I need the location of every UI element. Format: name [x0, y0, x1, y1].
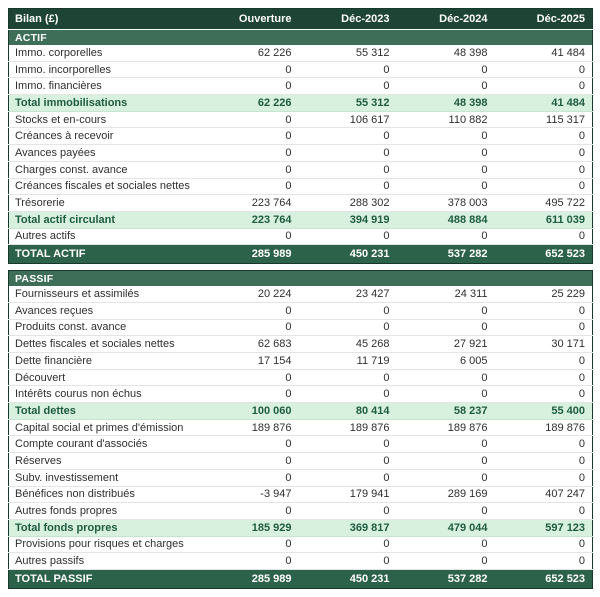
row-label: Total fonds propres	[9, 519, 201, 536]
table-row	[9, 469, 593, 486]
cell-value: 223 764	[201, 195, 299, 212]
cell-value: 0	[495, 436, 593, 453]
row-label: Découvert	[9, 369, 201, 386]
cell-value: 0	[397, 536, 495, 553]
row-label: Provisions pour risques et charges	[9, 536, 201, 553]
table-row	[9, 145, 593, 162]
table-row	[9, 195, 593, 212]
cell-value: 55 312	[299, 45, 397, 61]
cell-value: 0	[397, 503, 495, 520]
cell-value: 179 941	[299, 486, 397, 503]
column-header-dec-2025: Déc-2025	[495, 9, 593, 30]
cell-value: 0	[201, 161, 299, 178]
cell-value: 0	[299, 302, 397, 319]
cell-value: 41 484	[495, 95, 593, 112]
table-row	[9, 503, 593, 520]
passif-table	[8, 270, 593, 589]
table-row	[9, 403, 593, 420]
row-label: Stocks et en-cours	[9, 111, 201, 128]
cell-value: 62 683	[201, 336, 299, 353]
cell-value: 58 237	[397, 403, 495, 420]
cell-value: 189 876	[201, 419, 299, 436]
column-header-dec-2023: Déc-2023	[299, 9, 397, 30]
cell-value: 288 302	[299, 195, 397, 212]
cell-value: 0	[397, 453, 495, 470]
cell-value: 0	[201, 553, 299, 570]
cell-value: 394 919	[299, 211, 397, 228]
cell-value: 0	[495, 78, 593, 95]
cell-value: 0	[299, 553, 397, 570]
grand-total-row	[9, 569, 593, 588]
cell-value: 0	[201, 111, 299, 128]
grand-total-value: 450 231	[299, 245, 397, 264]
cell-value: 0	[299, 469, 397, 486]
cell-value: 20 224	[201, 286, 299, 302]
cell-value: 0	[397, 61, 495, 78]
cell-value: 0	[201, 178, 299, 195]
grand-total-value: 285 989	[201, 569, 299, 588]
cell-value: 0	[495, 145, 593, 162]
cell-value: 0	[397, 78, 495, 95]
cell-value: 189 876	[495, 419, 593, 436]
table-row	[9, 369, 593, 386]
table-row	[9, 78, 593, 95]
row-label: Dette financière	[9, 353, 201, 370]
row-label: Avances reçues	[9, 302, 201, 319]
cell-value: 0	[495, 353, 593, 370]
cell-value: 0	[495, 453, 593, 470]
cell-value: 110 882	[397, 111, 495, 128]
cell-value: 0	[201, 78, 299, 95]
table-row	[9, 286, 593, 302]
cell-value: 11 719	[299, 353, 397, 370]
actif-table	[8, 8, 593, 264]
cell-value: 189 876	[397, 419, 495, 436]
cell-value: 0	[495, 228, 593, 245]
cell-value: 0	[201, 128, 299, 145]
row-label: Intérêts courus non échus	[9, 386, 201, 403]
cell-value: 0	[495, 319, 593, 336]
grand-total-value: 450 231	[299, 569, 397, 588]
cell-value: 0	[201, 503, 299, 520]
cell-value: 0	[201, 228, 299, 245]
table-row	[9, 111, 593, 128]
cell-value: 223 764	[201, 211, 299, 228]
cell-value: 0	[397, 436, 495, 453]
cell-value: 23 427	[299, 286, 397, 302]
cell-value: 597 123	[495, 519, 593, 536]
cell-value: 0	[201, 61, 299, 78]
column-header-bilan: Bilan (£)	[9, 9, 201, 30]
cell-value: 0	[299, 503, 397, 520]
table-row	[9, 386, 593, 403]
row-label: Immo. incorporelles	[9, 61, 201, 78]
row-label: Produits const. avance	[9, 319, 201, 336]
table-row	[9, 128, 593, 145]
cell-value: 106 617	[299, 111, 397, 128]
cell-value: 0	[397, 319, 495, 336]
cell-value: 0	[397, 228, 495, 245]
cell-value: 0	[397, 145, 495, 162]
grand-total-value: 537 282	[397, 245, 495, 264]
table-row	[9, 228, 593, 245]
grand-total-value: 652 523	[495, 569, 593, 588]
table-row	[9, 436, 593, 453]
cell-value: 0	[201, 145, 299, 162]
cell-value: 62 226	[201, 95, 299, 112]
cell-value: 0	[495, 386, 593, 403]
section-header-row	[9, 30, 593, 46]
cell-value: 0	[397, 302, 495, 319]
grand-total-row	[9, 245, 593, 264]
cell-value: 0	[299, 61, 397, 78]
table-row	[9, 353, 593, 370]
cell-value: 80 414	[299, 403, 397, 420]
cell-value: 30 171	[495, 336, 593, 353]
grand-total-label: TOTAL PASSIF	[9, 569, 201, 588]
cell-value: 0	[299, 386, 397, 403]
table-row	[9, 453, 593, 470]
cell-value: 6 005	[397, 353, 495, 370]
cell-value: -3 947	[201, 486, 299, 503]
cell-value: 0	[201, 453, 299, 470]
header-row	[9, 9, 593, 30]
row-label: Compte courant d'associés	[9, 436, 201, 453]
cell-value: 17 154	[201, 353, 299, 370]
cell-value: 55 400	[495, 403, 593, 420]
cell-value: 0	[299, 178, 397, 195]
cell-value: 0	[495, 178, 593, 195]
table-row	[9, 419, 593, 436]
cell-value: 0	[299, 453, 397, 470]
cell-value: 0	[299, 536, 397, 553]
cell-value: 0	[201, 302, 299, 319]
row-label: Total actif circulant	[9, 211, 201, 228]
cell-value: 0	[299, 319, 397, 336]
cell-value: 488 884	[397, 211, 495, 228]
cell-value: 115 317	[495, 111, 593, 128]
row-label: Charges const. avance	[9, 161, 201, 178]
cell-value: 0	[201, 369, 299, 386]
cell-value: 62 226	[201, 45, 299, 61]
cell-value: 189 876	[299, 419, 397, 436]
cell-value: 0	[397, 369, 495, 386]
cell-value: 48 398	[397, 45, 495, 61]
row-label: Créances fiscales et sociales nettes	[9, 178, 201, 195]
row-label: Dettes fiscales et sociales nettes	[9, 336, 201, 353]
cell-value: 0	[495, 503, 593, 520]
cell-value: 0	[299, 78, 397, 95]
row-label: Créances à recevoir	[9, 128, 201, 145]
row-label: Subv. investissement	[9, 469, 201, 486]
cell-value: 0	[201, 536, 299, 553]
cell-value: 0	[299, 145, 397, 162]
cell-value: 45 268	[299, 336, 397, 353]
table-row	[9, 553, 593, 570]
cell-value: 27 921	[397, 336, 495, 353]
table-row	[9, 211, 593, 228]
cell-value: 0	[201, 469, 299, 486]
cell-value: 0	[495, 302, 593, 319]
cell-value: 0	[397, 128, 495, 145]
cell-value: 0	[495, 553, 593, 570]
table-row	[9, 95, 593, 112]
row-label: Autres fonds propres	[9, 503, 201, 520]
cell-value: 289 169	[397, 486, 495, 503]
row-label: Fournisseurs et assimilés	[9, 286, 201, 302]
table-row	[9, 336, 593, 353]
section-title: PASSIF	[9, 271, 593, 287]
row-label: Bénéfices non distribués	[9, 486, 201, 503]
column-header-dec-2024: Déc-2024	[397, 9, 495, 30]
cell-value: 48 398	[397, 95, 495, 112]
cell-value: 0	[299, 436, 397, 453]
table-row	[9, 319, 593, 336]
row-label: Trésorerie	[9, 195, 201, 212]
cell-value: 0	[397, 469, 495, 486]
row-label: Total dettes	[9, 403, 201, 420]
cell-value: 0	[495, 128, 593, 145]
cell-value: 495 722	[495, 195, 593, 212]
row-label: Total immobilisations	[9, 95, 201, 112]
cell-value: 0	[299, 128, 397, 145]
row-label: Autres passifs	[9, 553, 201, 570]
cell-value: 0	[495, 469, 593, 486]
table-row	[9, 161, 593, 178]
table-row	[9, 178, 593, 195]
row-label: Capital social et primes d'émission	[9, 419, 201, 436]
section-header-row	[9, 271, 593, 287]
cell-value: 24 311	[397, 286, 495, 302]
cell-value: 369 817	[299, 519, 397, 536]
table-row	[9, 61, 593, 78]
grand-total-label: TOTAL ACTIF	[9, 245, 201, 264]
table-row	[9, 302, 593, 319]
section-title: ACTIF	[9, 30, 593, 46]
cell-value: 41 484	[495, 45, 593, 61]
row-label: Autres actifs	[9, 228, 201, 245]
cell-value: 0	[299, 369, 397, 386]
cell-value: 0	[397, 161, 495, 178]
table-row	[9, 519, 593, 536]
cell-value: 0	[397, 178, 495, 195]
cell-value: 100 060	[201, 403, 299, 420]
row-label: Immo. corporelles	[9, 45, 201, 61]
cell-value: 0	[397, 386, 495, 403]
cell-value: 0	[201, 319, 299, 336]
grand-total-value: 537 282	[397, 569, 495, 588]
grand-total-value: 285 989	[201, 245, 299, 264]
cell-value: 378 003	[397, 195, 495, 212]
cell-value: 0	[495, 61, 593, 78]
table-row	[9, 45, 593, 61]
cell-value: 0	[397, 553, 495, 570]
cell-value: 0	[201, 436, 299, 453]
row-label: Avances payées	[9, 145, 201, 162]
grand-total-value: 652 523	[495, 245, 593, 264]
cell-value: 407 247	[495, 486, 593, 503]
table-row	[9, 536, 593, 553]
table-row	[9, 486, 593, 503]
cell-value: 0	[495, 161, 593, 178]
column-header-ouverture: Ouverture	[201, 9, 299, 30]
cell-value: 611 039	[495, 211, 593, 228]
row-label: Immo. financières	[9, 78, 201, 95]
cell-value: 0	[495, 536, 593, 553]
cell-value: 0	[299, 161, 397, 178]
cell-value: 0	[201, 386, 299, 403]
cell-value: 25 229	[495, 286, 593, 302]
cell-value: 185 929	[201, 519, 299, 536]
cell-value: 55 312	[299, 95, 397, 112]
cell-value: 0	[495, 369, 593, 386]
cell-value: 479 044	[397, 519, 495, 536]
cell-value: 0	[299, 228, 397, 245]
row-label: Réserves	[9, 453, 201, 470]
